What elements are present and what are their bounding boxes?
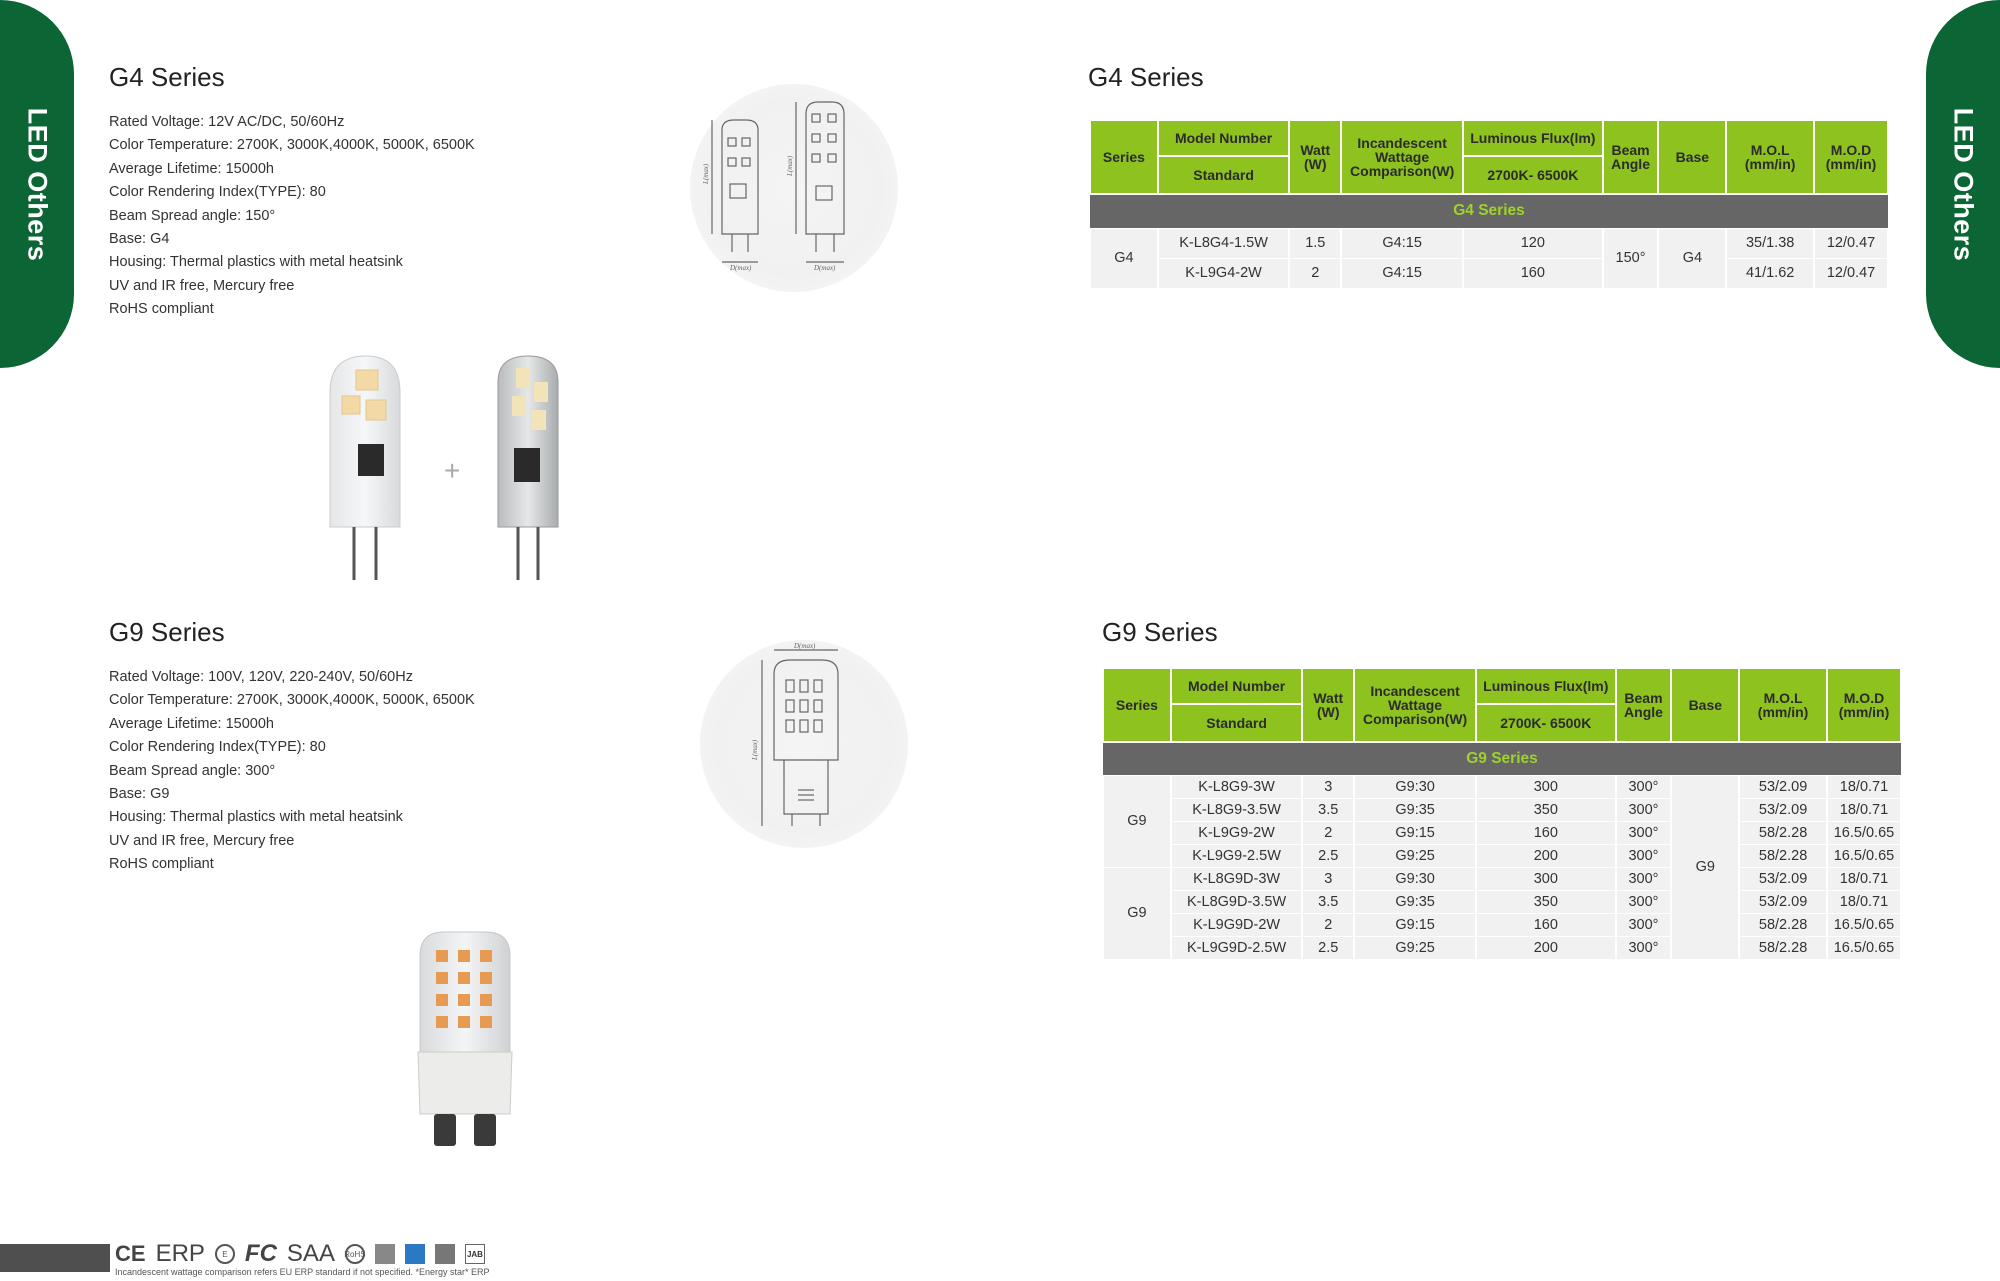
series-cell: G9 — [1103, 867, 1171, 959]
g9-table-heading — [1102, 617, 1218, 666]
spec-line: Beam Spread angle: 300° — [109, 762, 276, 779]
table-row: K-L8G9-3.5W 3.5 G9:35 350 300° 53/2.09 18/0.71 — [1103, 798, 1901, 821]
rohs-mark-icon: RoHS — [345, 1244, 365, 1264]
recycle-mark-icon — [375, 1244, 395, 1264]
table-row: G4 K-L8G4-1.5W 1.5 G4:15 120 150° G4 35/1.38 12/0.47 — [1090, 228, 1888, 258]
side-tab-left — [0, 0, 74, 368]
spec-line: Color Rendering Index(TYPE): 80 — [109, 184, 326, 201]
header-beam: Beam Angle — [1616, 668, 1672, 742]
header-base: Base — [1671, 668, 1739, 742]
spec-line: Color Rendering Index(TYPE): 80 — [109, 739, 326, 756]
weee-mark-icon — [435, 1244, 455, 1264]
g4-title: G4 Series — [109, 62, 225, 92]
footnote: Incandescent wattage comparison refers EU ERP standard if not specified. *Energy star* ERP — [115, 1267, 490, 1277]
g4-dimension-diagram — [690, 84, 898, 292]
spec-line: Color Temperature: 2700K, 3000K,4000K, 5000K, 6500K — [109, 137, 475, 154]
header-model: Model Number — [1158, 120, 1290, 156]
side-tab-right — [1926, 0, 2000, 368]
header-incandescent: Incandescent Wattage Comparison(W) — [1341, 120, 1463, 194]
spec-line: Rated Voltage: 12V AC/DC, 50/60Hz — [109, 114, 345, 130]
header-incandescent: Incandescent Wattage Comparison(W) — [1354, 668, 1476, 742]
table-row: G9 K-L8G9D-3W 3 G9:30 300 300° 53/2.09 18/0.71 — [1103, 867, 1901, 890]
g4-spec-block — [109, 62, 475, 322]
g4-table-title: G4 Series — [1088, 62, 1204, 92]
dim-label-l: L(max) — [702, 163, 710, 184]
header-watt: Watt (W) — [1302, 668, 1354, 742]
g4-spec-list — [109, 111, 475, 322]
energy-star-icon — [405, 1244, 425, 1264]
g9-spec-block — [109, 617, 475, 877]
spec-line: Average Lifetime: 15000h — [109, 715, 274, 732]
header-flux: Luminous Flux(lm) — [1463, 120, 1603, 156]
erp-mark-icon: ERP — [155, 1240, 205, 1267]
dim-label-d: D(max) — [814, 264, 836, 272]
series-cell: G4 — [1090, 228, 1158, 288]
dim-label-l: L(max) — [786, 155, 794, 176]
dim-label-d: D(max) — [730, 264, 752, 272]
side-tab-label: LED Others — [22, 107, 53, 261]
jab-mark-icon: JAB — [465, 1244, 485, 1264]
header-mol: M.O.L (mm/in) — [1726, 120, 1814, 194]
base-cell: G4 — [1658, 228, 1726, 288]
spec-line: Housing: Thermal plastics with metal heatsink — [109, 254, 403, 271]
header-cct: 2700K- 6500K — [1463, 156, 1603, 194]
g9-spec-list — [109, 666, 475, 877]
header-standard: Standard — [1158, 156, 1290, 194]
header-watt: Watt (W) — [1289, 120, 1341, 194]
spec-line: Rated Voltage: 100V, 120V, 220-240V, 50/60Hz — [109, 669, 413, 685]
spec-line: RoHS compliant — [109, 301, 214, 318]
fc-mark-icon: FC — [244, 1240, 277, 1267]
beam-cell: 150° — [1603, 228, 1659, 288]
header-cct: 2700K- 6500K — [1476, 704, 1615, 742]
g4-table-heading — [1088, 62, 1204, 111]
g9-table-title: G9 Series — [1102, 617, 1218, 647]
header-model: Model Number — [1171, 668, 1303, 704]
e-mark-icon: E — [215, 1244, 235, 1264]
g4-spec-table — [1089, 119, 1889, 288]
series-cell: G9 — [1103, 775, 1171, 867]
table-row: K-L9G9-2.5W 2.5 G9:25 200 300° 58/2.28 16.5/0.65 — [1103, 844, 1901, 867]
plus-sign: + — [444, 455, 461, 486]
spec-line: Average Lifetime: 15000h — [109, 160, 274, 177]
dim-label-l: L(max) — [751, 739, 759, 760]
spec-line: RoHS compliant — [109, 856, 214, 873]
spec-line: Housing: Thermal plastics with metal heatsink — [109, 809, 403, 826]
dim-label-d: D(max) — [794, 642, 816, 650]
table-row: K-L9G4-2W 2 G4:15 160 41/1.62 12/0.47 — [1090, 258, 1888, 288]
g9-spec-table — [1102, 667, 1902, 959]
spec-line: Beam Spread angle: 150° — [109, 207, 276, 224]
series-band: G4 Series — [1090, 194, 1888, 228]
spec-line: Base: G4 — [109, 231, 170, 248]
header-series: Series — [1090, 120, 1158, 194]
header-mol: M.O.L (mm/in) — [1739, 668, 1827, 742]
table-row: K-L9G9D-2.5W 2.5 G9:25 200 300° 58/2.28 16.5/0.65 — [1103, 936, 1901, 959]
g9-dimension-diagram — [700, 640, 908, 848]
header-flux: Luminous Flux(lm) — [1476, 668, 1615, 704]
ce-mark-icon: CE — [115, 1241, 146, 1266]
header-mod: M.O.D (mm/in) — [1827, 668, 1901, 742]
table-row: K-L9G9D-2W 2 G9:15 160 300° 58/2.28 16.5/0.65 — [1103, 913, 1901, 936]
header-beam: Beam Angle — [1603, 120, 1659, 194]
header-base: Base — [1658, 120, 1726, 194]
footer-bar — [0, 1244, 110, 1272]
g4-product-image — [320, 352, 580, 588]
header-standard: Standard — [1171, 704, 1303, 742]
certification-logos — [115, 1240, 485, 1268]
saa-mark-icon: SAA — [286, 1240, 335, 1267]
base-cell: G9 — [1671, 775, 1739, 959]
spec-line: UV and IR free, Mercury free — [109, 277, 295, 294]
g9-title: G9 Series — [109, 617, 225, 647]
spec-line: UV and IR free, Mercury free — [109, 832, 295, 849]
g9-product-image — [410, 928, 520, 1152]
spec-line: Base: G9 — [109, 786, 170, 803]
table-row: K-L8G9D-3.5W 3.5 G9:35 350 300° 53/2.09 18/0.71 — [1103, 890, 1901, 913]
table-row: G9 K-L8G9-3W 3 G9:30 300 300° G9 53/2.09 18/0.71 — [1103, 775, 1901, 798]
side-tab-label: LED Others — [1948, 107, 1979, 261]
spec-line: Color Temperature: 2700K, 3000K,4000K, 5000K, 6500K — [109, 692, 475, 709]
series-band: G9 Series — [1103, 742, 1901, 775]
table-row: K-L9G9-2W 2 G9:15 160 300° 58/2.28 16.5/0.65 — [1103, 821, 1901, 844]
header-mod: M.O.D (mm/in) — [1814, 120, 1888, 194]
header-series: Series — [1103, 668, 1171, 742]
